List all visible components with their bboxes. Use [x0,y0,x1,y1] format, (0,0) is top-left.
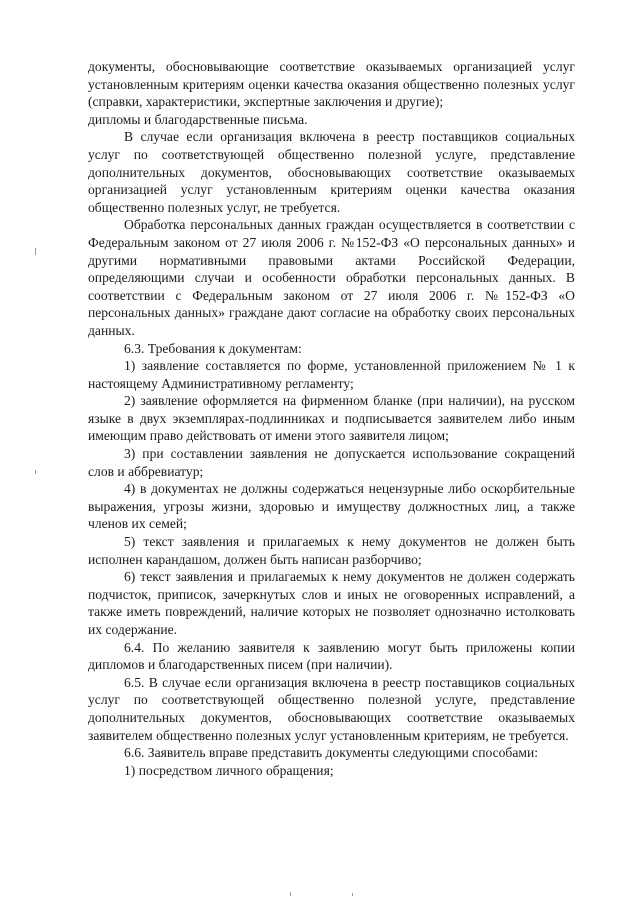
paragraph-3: В случае если организация включена в реестр поставщиков социальных услуг по соответствующей общественно полезной услуге, представление дополнительных документов, обосновывающих соответствие оказываемых организацией услуг установленным критериям оценки качества оказания общественно полезных услуг, не требуется. [88,129,575,215]
scan-mark-left-2 [35,470,36,474]
method-1: 1) посредством личного обращения; [124,762,334,778]
paragraph-2: дипломы и благодарственные письма. [88,111,308,127]
requirement-3: 3) при составлении заявления не допускается использование сокращений слов и аббревиатур; [88,446,575,479]
requirement-6: 6) текст заявления и прилагаемых к нему документов не должен содержать подчисток, приписок, зачеркнутых слов и иных не оговоренных исправлений, а также иметь повреждений, наличие которых не позволяет однозначно истолковать их содержание. [88,569,575,637]
requirement-5: 5) текст заявления и прилагаемых к нему документов не должен быть исполнен карандашом, должен быть написан разборчиво; [88,534,575,567]
requirement-1: 1) заявление составляется по форме, установленной приложением № 1 к настоящему Административному регламенту; [88,358,575,391]
scan-mark-left [35,248,36,255]
scan-mark-bottom-1 [290,892,291,896]
requirement-4: 4) в документах не должны содержаться нецензурные либо оскорбительные выражения, угрозы жизни, здоровью и имуществу должностных лиц, а также членов их семей; [88,481,575,532]
paragraph-4: Обработка персональных данных граждан осуществляется в соответствии с Федеральным законом от 27 июля 2006 г. №152-ФЗ «О персональных данных» и другими нормативными правовыми актами Российской Федерации, определяющими случаи и особенности обработки персональных данных. В соответствии с Федеральным законом от 27 июля 2006 г. №152-ФЗ «О персональных данных» граждане дают согласие на обработку своих персональных данных. [88,217,575,338]
section-6-4: 6.4. По желанию заявителя к заявлению могут быть приложены копии дипломов и благодарственных писем (при наличии). [88,639,575,673]
document-page [88,58,575,779]
section-6-3-heading: 6.3. Требования к документам: [124,340,302,356]
section-6-6: 6.6. Заявитель вправе представить документы следующими способами: [124,745,539,761]
requirement-2: 2) заявление оформляется на фирменном бланке (при наличии), на русском языке в двух экземплярах-подлинниках и подписывается заявителем либо иным имеющим право действовать от имени этого заявителя лицом; [88,393,575,444]
scan-mark-bottom-2 [352,893,353,896]
paragraph-1: документы, обосновывающие соответствие оказываемых организацией услуг установленным критериям оценки качества оказания общественно полезных услуг (справки, характеристики, экспертные заключения и другие); [88,59,575,110]
section-6-5: 6.5. В случае если организация включена в реестр поставщиков социальных услуг по соответствующей общественно полезной услуге, представление дополнительных документов, обосновывающих соответствие оказываемых заявителем общественно полезных услуг установленным критериям, не требуется. [88,674,575,743]
